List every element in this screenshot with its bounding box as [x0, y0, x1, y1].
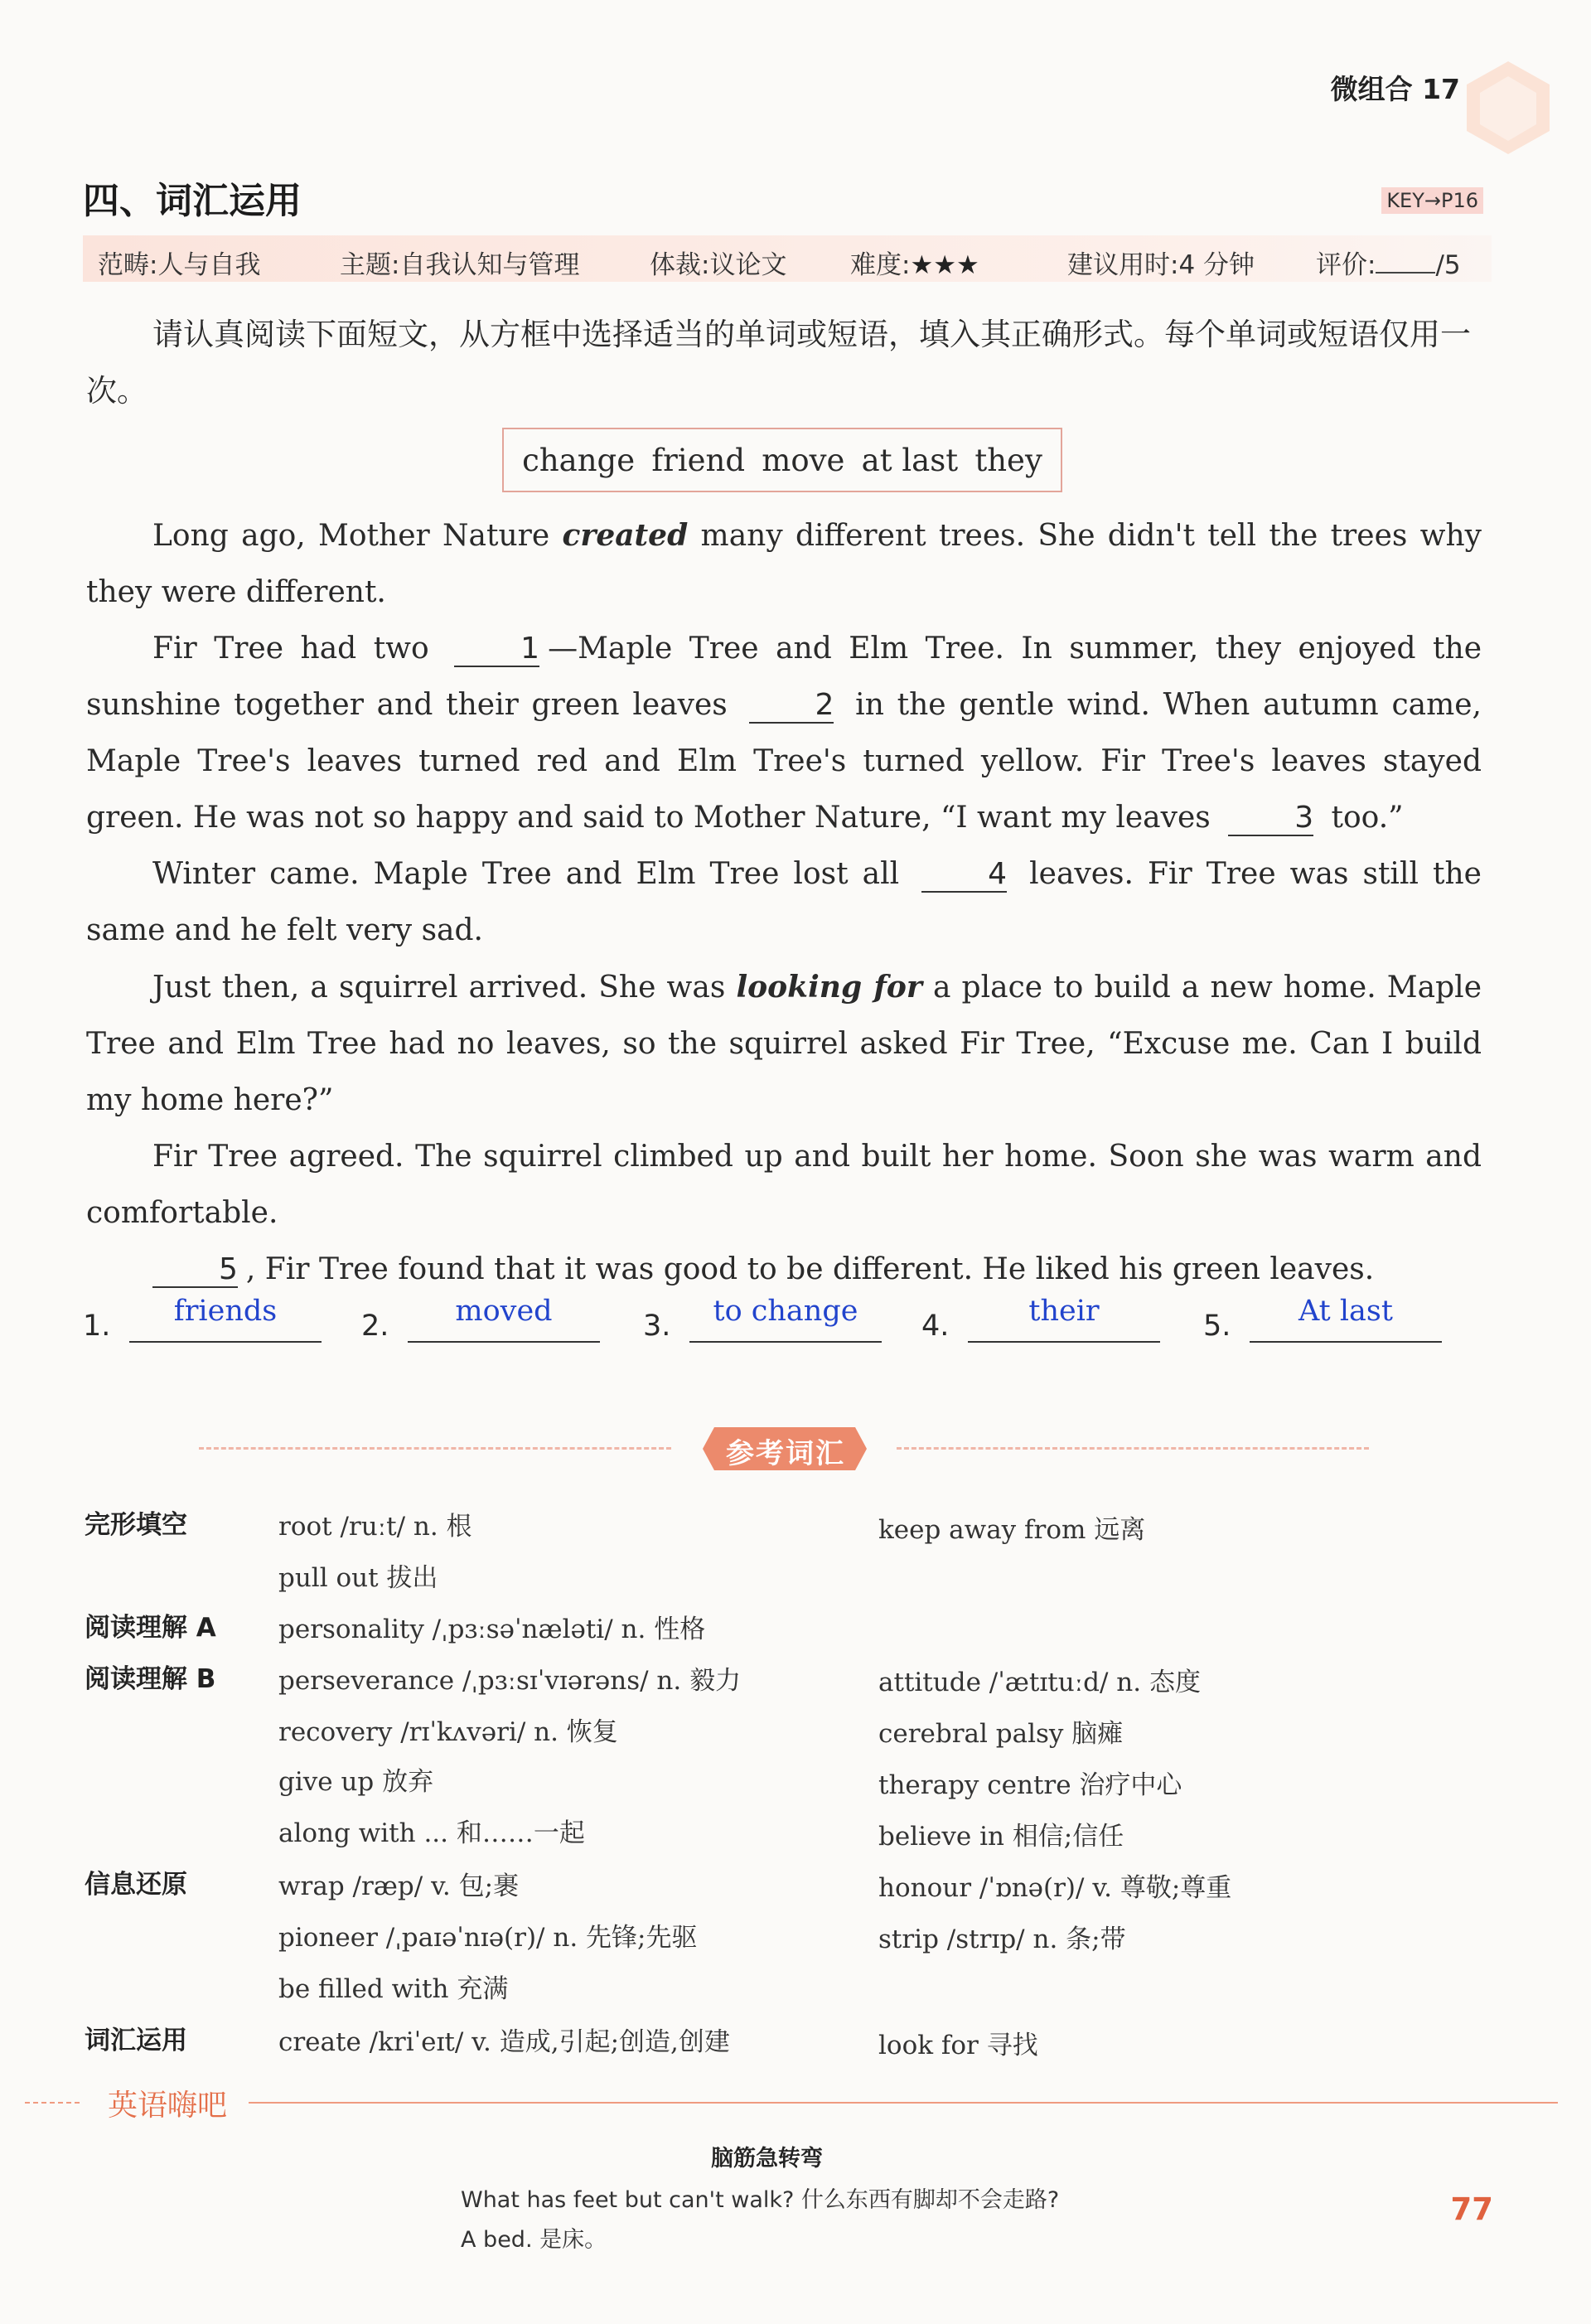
paragraph: Just then, a squirrel arrived. She was looking for a place to build a new home. Maple Tree and Elm Tree had no leaves, so the squirrel asked Fir Tree, “Excuse me. Can I build my home here?” [86, 970, 1482, 1117]
blank-2[interactable]: 2 [749, 689, 834, 724]
answer-number: 3. [643, 1310, 671, 1343]
paragraph: Fir Tree agreed. The squirrel climbed up and built her home. Soon she was warm and comfortable. [86, 1140, 1482, 1230]
vocab-item: strip /strɪp/ n. 条;带 [878, 1925, 1126, 1954]
word-option: move [762, 442, 845, 478]
vocab-item: be filled with 充满 [278, 1974, 509, 2004]
vocab-badge: 参考词汇 [701, 1424, 870, 1474]
fun-divider [0, 2102, 1558, 2104]
paragraph: Fir Tree had two 1 —Maple Tree and Elm Tree. In summer, they enjoyed the sunshine together and their green leaves 2 in the gentle wind. When autumn came, Maple Tree's leaves turned red and Elm Tree's turned yellow. Fir Tree's leaves stayed green. He was not so happy and said to Mother Nature, “I want my leaves 3 too.” [86, 632, 1482, 835]
paragraph: Winter came. Maple Tree and Elm Tree lost all 4 leaves. Fir Tree was still the same and he felt very sad. [86, 857, 1482, 947]
answer-field[interactable]: their [968, 1295, 1160, 1343]
meta-genre: 体裁:议论文 [650, 250, 787, 280]
vocab-item: attitude /ˈætɪtuːd/ n. 态度 [878, 1668, 1201, 1697]
vocab-item: keep away from 远离 [878, 1515, 1146, 1545]
vocab-item: root /ruːt/ n. 根 [278, 1512, 472, 1542]
vocab-item: create /kriˈeɪt/ v. 造成,引起;创造,创建 [278, 2027, 730, 2057]
vocab-item: perseverance /ˌpɜːsɪˈvɪərəns/ n. 毅力 [278, 1666, 742, 1696]
riddle-heading: 脑筋急转弯 [711, 2146, 823, 2171]
word-option: at last [861, 442, 959, 478]
vocab-item: personality /ˌpɜːsəˈnæləti/ n. 性格 [278, 1615, 706, 1644]
vocab-item: give up 放弃 [278, 1767, 434, 1797]
meta-theme: 主题:自我认知与管理 [340, 250, 580, 280]
vocab-item: along with ... 和……一起 [278, 1818, 585, 1848]
section-title: 四、词汇运用 [83, 180, 302, 222]
word-option: they [974, 442, 1042, 478]
paragraph: 5 , Fir Tree found that it was good to be different. He liked his green leaves. [86, 1242, 1482, 1298]
vocab-category: 信息还原 [85, 1870, 187, 1900]
blank-3[interactable]: 3 [1228, 801, 1313, 836]
word-option: change [522, 442, 636, 478]
blank-4[interactable]: 4 [921, 858, 1007, 893]
vocab-item: look for 寻找 [878, 2031, 1038, 2060]
meta-category: 范畴:人与自我 [98, 250, 261, 280]
hexagon-decoration-icon [1458, 58, 1558, 157]
divider [897, 1447, 1369, 1450]
paragraph: Long ago, Mother Nature created many different trees. She didn't tell the trees why they were different. [86, 518, 1482, 609]
answer-field[interactable]: to change [689, 1295, 882, 1343]
word-option: friend [651, 442, 746, 478]
riddle-answer: A bed. 是床。 [461, 2227, 607, 2253]
vocab-item: cerebral palsy 脑瘫 [878, 1719, 1124, 1749]
riddle-question: What has feet but can't walk? 什么东西有脚却不会走路? [461, 2187, 1060, 2213]
fun-section-title: 英语嗨吧 [108, 2089, 228, 2123]
vocab-item: pull out 拔出 [278, 1563, 438, 1593]
answer-number: 2. [361, 1310, 389, 1343]
answer-field[interactable]: At last [1250, 1295, 1442, 1343]
answer-number: 5. [1203, 1310, 1231, 1343]
blank-5[interactable]: 5 [152, 1253, 238, 1288]
vocab-item: honour /ˈɒnə(r)/ v. 尊敬;尊重 [878, 1873, 1232, 1903]
meta-difficulty: 难度:★★★ [850, 250, 979, 280]
answer-row [83, 1293, 1492, 1351]
answer-number: 1. [83, 1310, 111, 1343]
vocab-category: 阅读理解 A [85, 1613, 216, 1643]
answer-field[interactable]: moved [408, 1295, 600, 1343]
answer-number: 4. [921, 1310, 950, 1343]
meta-time: 建议用时:4 分钟 [1067, 250, 1255, 280]
meta-score: 评价: /5 [1316, 250, 1461, 280]
group-label: 微组合 17 [1330, 73, 1460, 105]
blank-1[interactable]: 1 [454, 632, 539, 667]
passage [86, 507, 1482, 1298]
vocab-category: 完形填空 [85, 1510, 187, 1540]
vocab-item: therapy centre 治疗中心 [878, 1770, 1182, 1800]
vocab-category: 词汇运用 [85, 2026, 187, 2055]
answer-key-tag: KEY→P16 [1381, 187, 1483, 214]
answer-field[interactable]: friends [129, 1295, 322, 1343]
page-number: 77 [1450, 2191, 1493, 2227]
word-box [502, 428, 1062, 492]
vocab-item: believe in 相信;信任 [878, 1822, 1124, 1852]
divider [199, 1447, 671, 1450]
vocab-item: recovery /rɪˈkʌvəri/ n. 恢复 [278, 1717, 618, 1747]
vocab-item: wrap /ræp/ v. 包;裹 [278, 1871, 520, 1901]
meta-bar [83, 235, 1492, 282]
instruction: 请认真阅读下面短文，从方框中选择适当的单词或短语，填入其正确形式。每个单词或短语仅用一次。 [86, 317, 1471, 409]
difficulty-stars-icon: ★★★ [910, 250, 979, 280]
vocab-category: 阅读理解 B [85, 1664, 216, 1694]
vocab-item: pioneer /ˌpaɪəˈnɪə(r)/ n. 先锋;先驱 [278, 1923, 698, 1953]
